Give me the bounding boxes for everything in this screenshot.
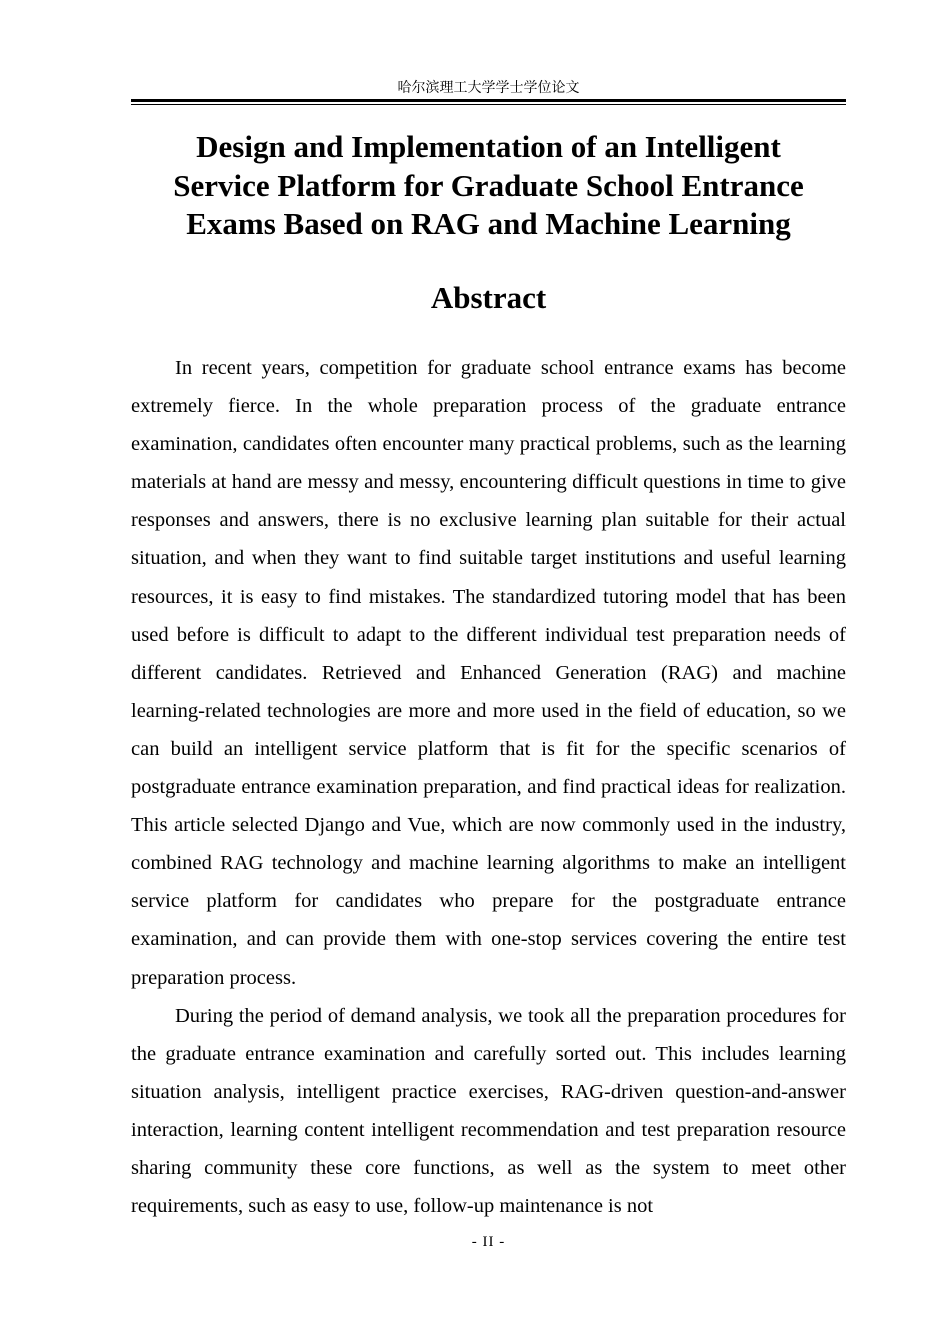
thesis-title-line: Design and Implementation of an Intelligent bbox=[196, 129, 781, 164]
abstract-body bbox=[131, 349, 846, 1225]
abstract-heading: Abstract bbox=[430, 280, 547, 315]
thesis-title-line: Exams Based on RAG and Machine Learning bbox=[186, 206, 791, 241]
abstract-paragraph: In recent years, competition for graduate school entrance exams has become extremely fierce. In the whole preparation process of the graduate entrance examination, candidates often encounter many practical problems, such as the learning materials at hand are messy and messy, encountering difficult questions in time to give responses and answers, there is no exclusive learning plan suitable for their actual situation, and when they want to find suitable target institutions and useful learning resources, it is easy to find mistakes. The standardized tutoring model that has been used before is difficult to adapt to the different individual test preparation needs of different candidates. Retrieved and Enhanced Generation (RAG) and machine learning-related technologies are more and more used in the field of education, so we can build an intelligent service platform that is fit for the specific scenarios of postgraduate entrance examination preparation, and find practical ideas for realization. This article selected Django and Vue, which are now commonly used in the industry, combined RAG technology and machine learning algorithms to make an intelligent service platform for candidates who prepare for the postgraduate entrance examination, and can provide them with one-stop services covering the entire test preparation process. bbox=[131, 357, 846, 989]
abstract-paragraph: During the period of demand analysis, we took all the preparation procedures for the graduate entrance examination and carefully sorted out. This includes learning situation analysis, intelligent practice exercises, RAG-driven question-and-answer interaction, learning content intelligent recommendation and test preparation resource sharing community these core functions, as well as the system to meet other requirements, such as easy to use, follow-up maintenance is not bbox=[131, 1004, 846, 1218]
running-header: 哈尔滨理工大学学士学位论文 bbox=[397, 80, 580, 96]
thesis-title-line: Service Platform for Graduate School Entrance bbox=[173, 167, 804, 203]
header-rule-thin bbox=[131, 104, 846, 105]
thesis-title bbox=[131, 128, 846, 244]
page-number: - II - bbox=[471, 1234, 506, 1250]
header-rule-thick bbox=[131, 99, 846, 102]
